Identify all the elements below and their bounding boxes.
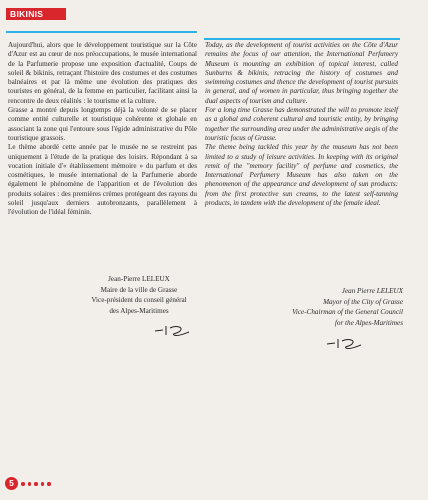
page-decoration-dots — [21, 482, 51, 486]
french-signature-block — [80, 274, 198, 316]
french-paragraph: Aujourd'hui, alors que le développement touristique sur la Côte d'Azur est au cœur de nos préoccupations, le musée international de la Parfumerie propose une exposition d'actualité, Coups de soleil & bikinis, retraçant l'histoire des costumes et des costumes balnéaires et par là même une évolution des pratiques des touristes en général, de la femme en particulier, facilitant ainsi la rencontre de deux réalités : le tourisme et la culture. — [8, 41, 197, 105]
section-label: BIKINIS — [6, 8, 66, 20]
signatory-name: Jean Pierre LELEUX — [341, 287, 403, 295]
divider-rule-french — [6, 31, 197, 33]
dot — [41, 482, 45, 486]
signatory-title: for the Alpes-Maritimes — [334, 318, 403, 327]
english-column — [205, 41, 398, 208]
page-number-badge: 5 — [5, 477, 18, 490]
french-paragraph: Grasse a montré depuis longtemps déjà la volonté de se placer comme entité culturelle et touristique cohérente et globale en associant la zone qui l'entoure sous l'égide administrative du Pôle touristique grassois. — [8, 106, 197, 142]
signatory-title: Maire de la ville de Grasse — [100, 285, 178, 294]
signatory-title: Vice-Chairman of the General Council — [292, 308, 403, 316]
french-column — [8, 41, 197, 218]
signatory-title: Vice-président du conseil général — [91, 296, 187, 304]
signatory-title: Mayor of the City of Grasse — [323, 297, 403, 306]
dot — [28, 482, 32, 486]
dot — [47, 482, 51, 486]
english-signature-block — [258, 286, 403, 328]
french-paragraph: Le thème abordé cette année par le musée ne se restreint pas uniquement à l'étude de la pratique des loisirs. Répondant à sa vocation initiale d'« établissement mémoire » du parfum et des cosmétiques, le musée international de la Parfumerie aborde également le phénomène de l'apparition et de l'évolution des produits solaires : des premières crèmes protégeant des rayons du soleil jusqu'aux derniers autobronzants, parallèlement à l'évolution de l'idéal féminin. — [8, 143, 197, 217]
divider-rule-english — [204, 38, 400, 40]
signatory-name: Jean-Pierre LELEUX — [108, 275, 170, 283]
dot — [21, 482, 25, 486]
signatory-title: des Alpes-Maritimes — [109, 306, 169, 315]
english-paragraph: The theme being tackled this year by the museum has not been limited to a study of leisure activities. In keeping with its original remit of the "memory facility" of perfume and cosmetics, the International Perfumery Museum has also taken on the phenomenon of the appearance and development of sun products: from the first protective sun creams, to the latest self-tanning products, in tandem with the development of the female ideal. — [205, 143, 398, 208]
english-paragraph: Today, as the development of tourist activities on the Côte d'Azur remains the focus of our attention, the International Perfumery Museum is mounting an exhibition of topical interest, called Sunburns & bikinis, retracing the history of costumes and swimming costumes and thence the development of tourist pursuits in general, and of women in particular, thus bringing together the dual aspects of tourism and culture. — [205, 41, 398, 105]
handwritten-signature — [326, 336, 362, 350]
handwritten-signature — [154, 323, 190, 337]
english-paragraph: For a long time Grasse has demonstrated the will to promote itself as a global and coherent cultural and touristic entity, by bringing together the surrounding area under the administrative aegis of the touristic focus of Grasse. — [205, 106, 398, 142]
dot — [34, 482, 38, 486]
